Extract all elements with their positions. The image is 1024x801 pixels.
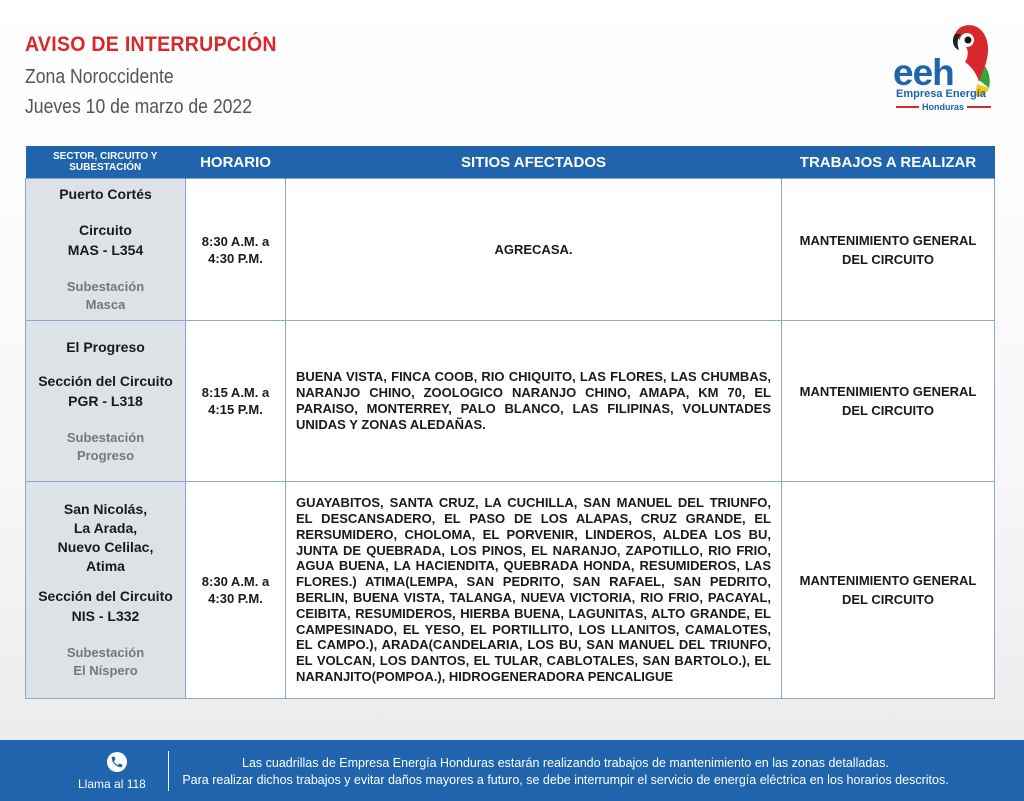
works-cell	[782, 179, 995, 321]
logo-company-line1: Empresa Energía	[896, 88, 986, 100]
sector-cell	[26, 482, 186, 699]
zone-subtitle: Zona Noroccidente	[25, 66, 174, 88]
sector-cell	[26, 321, 186, 482]
page-title: AVISO DE INTERRUPCIÓN	[25, 33, 277, 56]
sector-name: El Progreso	[66, 338, 145, 355]
schedule-cell	[186, 321, 286, 482]
circuit-code: NIS - L332	[71, 608, 140, 624]
footer-divider	[168, 751, 169, 791]
substation-label: Subestación	[66, 645, 145, 660]
circuit-code: MAS - L354	[67, 242, 144, 258]
circuit-label: Circuito	[79, 222, 132, 238]
sector-cell	[26, 179, 186, 321]
table-header-row	[26, 146, 995, 179]
circuit-label: Sección del Circuito	[38, 588, 173, 604]
substation-label: Subestación	[66, 429, 145, 445]
date-subtitle: Jueves 10 de marzo de 2022	[25, 96, 252, 118]
sector-name-line: La Arada,	[73, 520, 138, 536]
eeh-logo	[893, 22, 998, 117]
footer-line2: Para realizar dichos trabajos y evitar daños mayores a futuro, se debe interrumpir el servicio de energía eléctrica en los horarios descritos.	[182, 773, 949, 787]
sector-name-line: San Nicolás,	[63, 501, 148, 517]
call-label: Llama al 118	[78, 777, 146, 791]
schedule-end: 4:30 P.M.	[208, 591, 263, 606]
substation-name: Masca	[85, 297, 126, 312]
schedule-end: 4:15 P.M.	[208, 402, 263, 417]
circuit-code: PGR - L318	[68, 392, 143, 409]
works-line1: MANTENIMIENTO GENERAL	[799, 573, 977, 588]
works-cell	[782, 321, 995, 482]
sites-cell: BUENA VISTA, FINCA COOB, RIO CHIQUITO, LAS FLORES, LAS CHUMBAS, NARANJO CHINO, ZOOLOGICO NARANJO CHINO, AMAPA, KM 70, EL PARAISO, MONTERREY, PALO BLANCO, LAS FILIPINAS, VOLUNTADES UNIDAS Y ZONAS ALEDAÑAS.	[286, 321, 782, 482]
substation-name: Progreso	[76, 447, 135, 463]
works-line2: DEL CIRCUITO	[842, 592, 934, 607]
sector-name-line: Nuevo Celilac,	[57, 539, 154, 555]
works-cell	[782, 482, 995, 699]
schedule-start: 8:30 A.M. a	[201, 233, 270, 249]
header-schedule: HORARIO	[186, 146, 286, 179]
logo-divider-right	[967, 106, 991, 108]
logo-text: eeh	[893, 52, 954, 93]
substation-label: Subestación	[66, 279, 145, 294]
header-sector: SECTOR, CIRCUITO Y SUBESTACIÓN	[26, 146, 186, 179]
sector-name-line: Atima	[86, 558, 125, 574]
table-row	[26, 482, 995, 699]
sites-cell: AGRECASA.	[286, 179, 782, 321]
works-line2: DEL CIRCUITO	[842, 251, 934, 267]
table-row	[26, 179, 995, 321]
footer-notice	[178, 755, 953, 789]
schedule-end: 4:30 P.M.	[208, 250, 263, 266]
schedule-cell	[186, 482, 286, 699]
logo-company-line2: Honduras	[922, 102, 965, 112]
schedule-start: 8:30 A.M. a	[201, 574, 270, 589]
sites-cell: GUAYABITOS, SANTA CRUZ, LA CUCHILLA, SAN MANUEL DEL TRIUNFO, EL DESCANSADERO, EL PASO DE LOS ALAPAS, CRUZ GRANDE, EL RERSUMIDERO, CHOLOMA, EL PORVENIR, LINDEROS, ALDEA LOS BU, JUNTA DE QUEBRADA, LOS PINOS, EL NARANJO, ZAPOTILLO, RIO FRIO, AGUA BUENA, LA HACIENDITA, QUEBRADA HONDA, RESUMIDEROS, LAS FLORES.) ATIMA(LEMPA, SAN PEDRITO, SAN RAFAEL, SAN PEDRITO, BERLIN, BUENA VISTA, TALANGA, NUEVA VICTORIA, RIO FRIO, PACAYAL, CEIBITA, RESUMIDEROS, HIERBA BUENA, LAGUNITAS, ALTO GRANDE, EL CAMPESINADO, EL YESO, EL PORTILLITO, LOS LLANITOS, CAMALOTES, EL CAMPO.), ARADA(CANDELARIA, LOS BU, SAN MANUEL DEL TRIUNFO, EL VOLCAN, LOS DANTOS, EL TULAR, CABLOTALES, SAN BARTOLO.), EL NARANJITO(POMPOA.), HIDROGENERADORA PENCALIGUE	[286, 482, 782, 699]
works-line2: DEL CIRCUITO	[842, 403, 934, 418]
table-row	[26, 321, 995, 482]
phone-icon	[107, 752, 127, 772]
interruption-table	[25, 146, 995, 699]
schedule-cell	[186, 179, 286, 321]
header-works: TRABAJOS A REALIZAR	[782, 146, 995, 179]
schedule-start: 8:15 A.M. a	[201, 385, 270, 400]
header-sites: SITIOS AFECTADOS	[286, 146, 782, 179]
logo-divider-left	[896, 106, 919, 108]
sector-name: Puerto Cortés	[59, 186, 152, 202]
footer-bar	[0, 740, 1024, 801]
works-line1: MANTENIMIENTO GENERAL	[799, 232, 977, 248]
substation-name: El Níspero	[73, 663, 138, 678]
works-line1: MANTENIMIENTO GENERAL	[799, 384, 977, 399]
circuit-label: Sección del Circuito	[38, 372, 173, 389]
footer-line1: Las cuadrillas de Empresa Energía Honduras estarán realizando trabajos de mantenimiento en las zonas detalladas.	[242, 756, 889, 770]
